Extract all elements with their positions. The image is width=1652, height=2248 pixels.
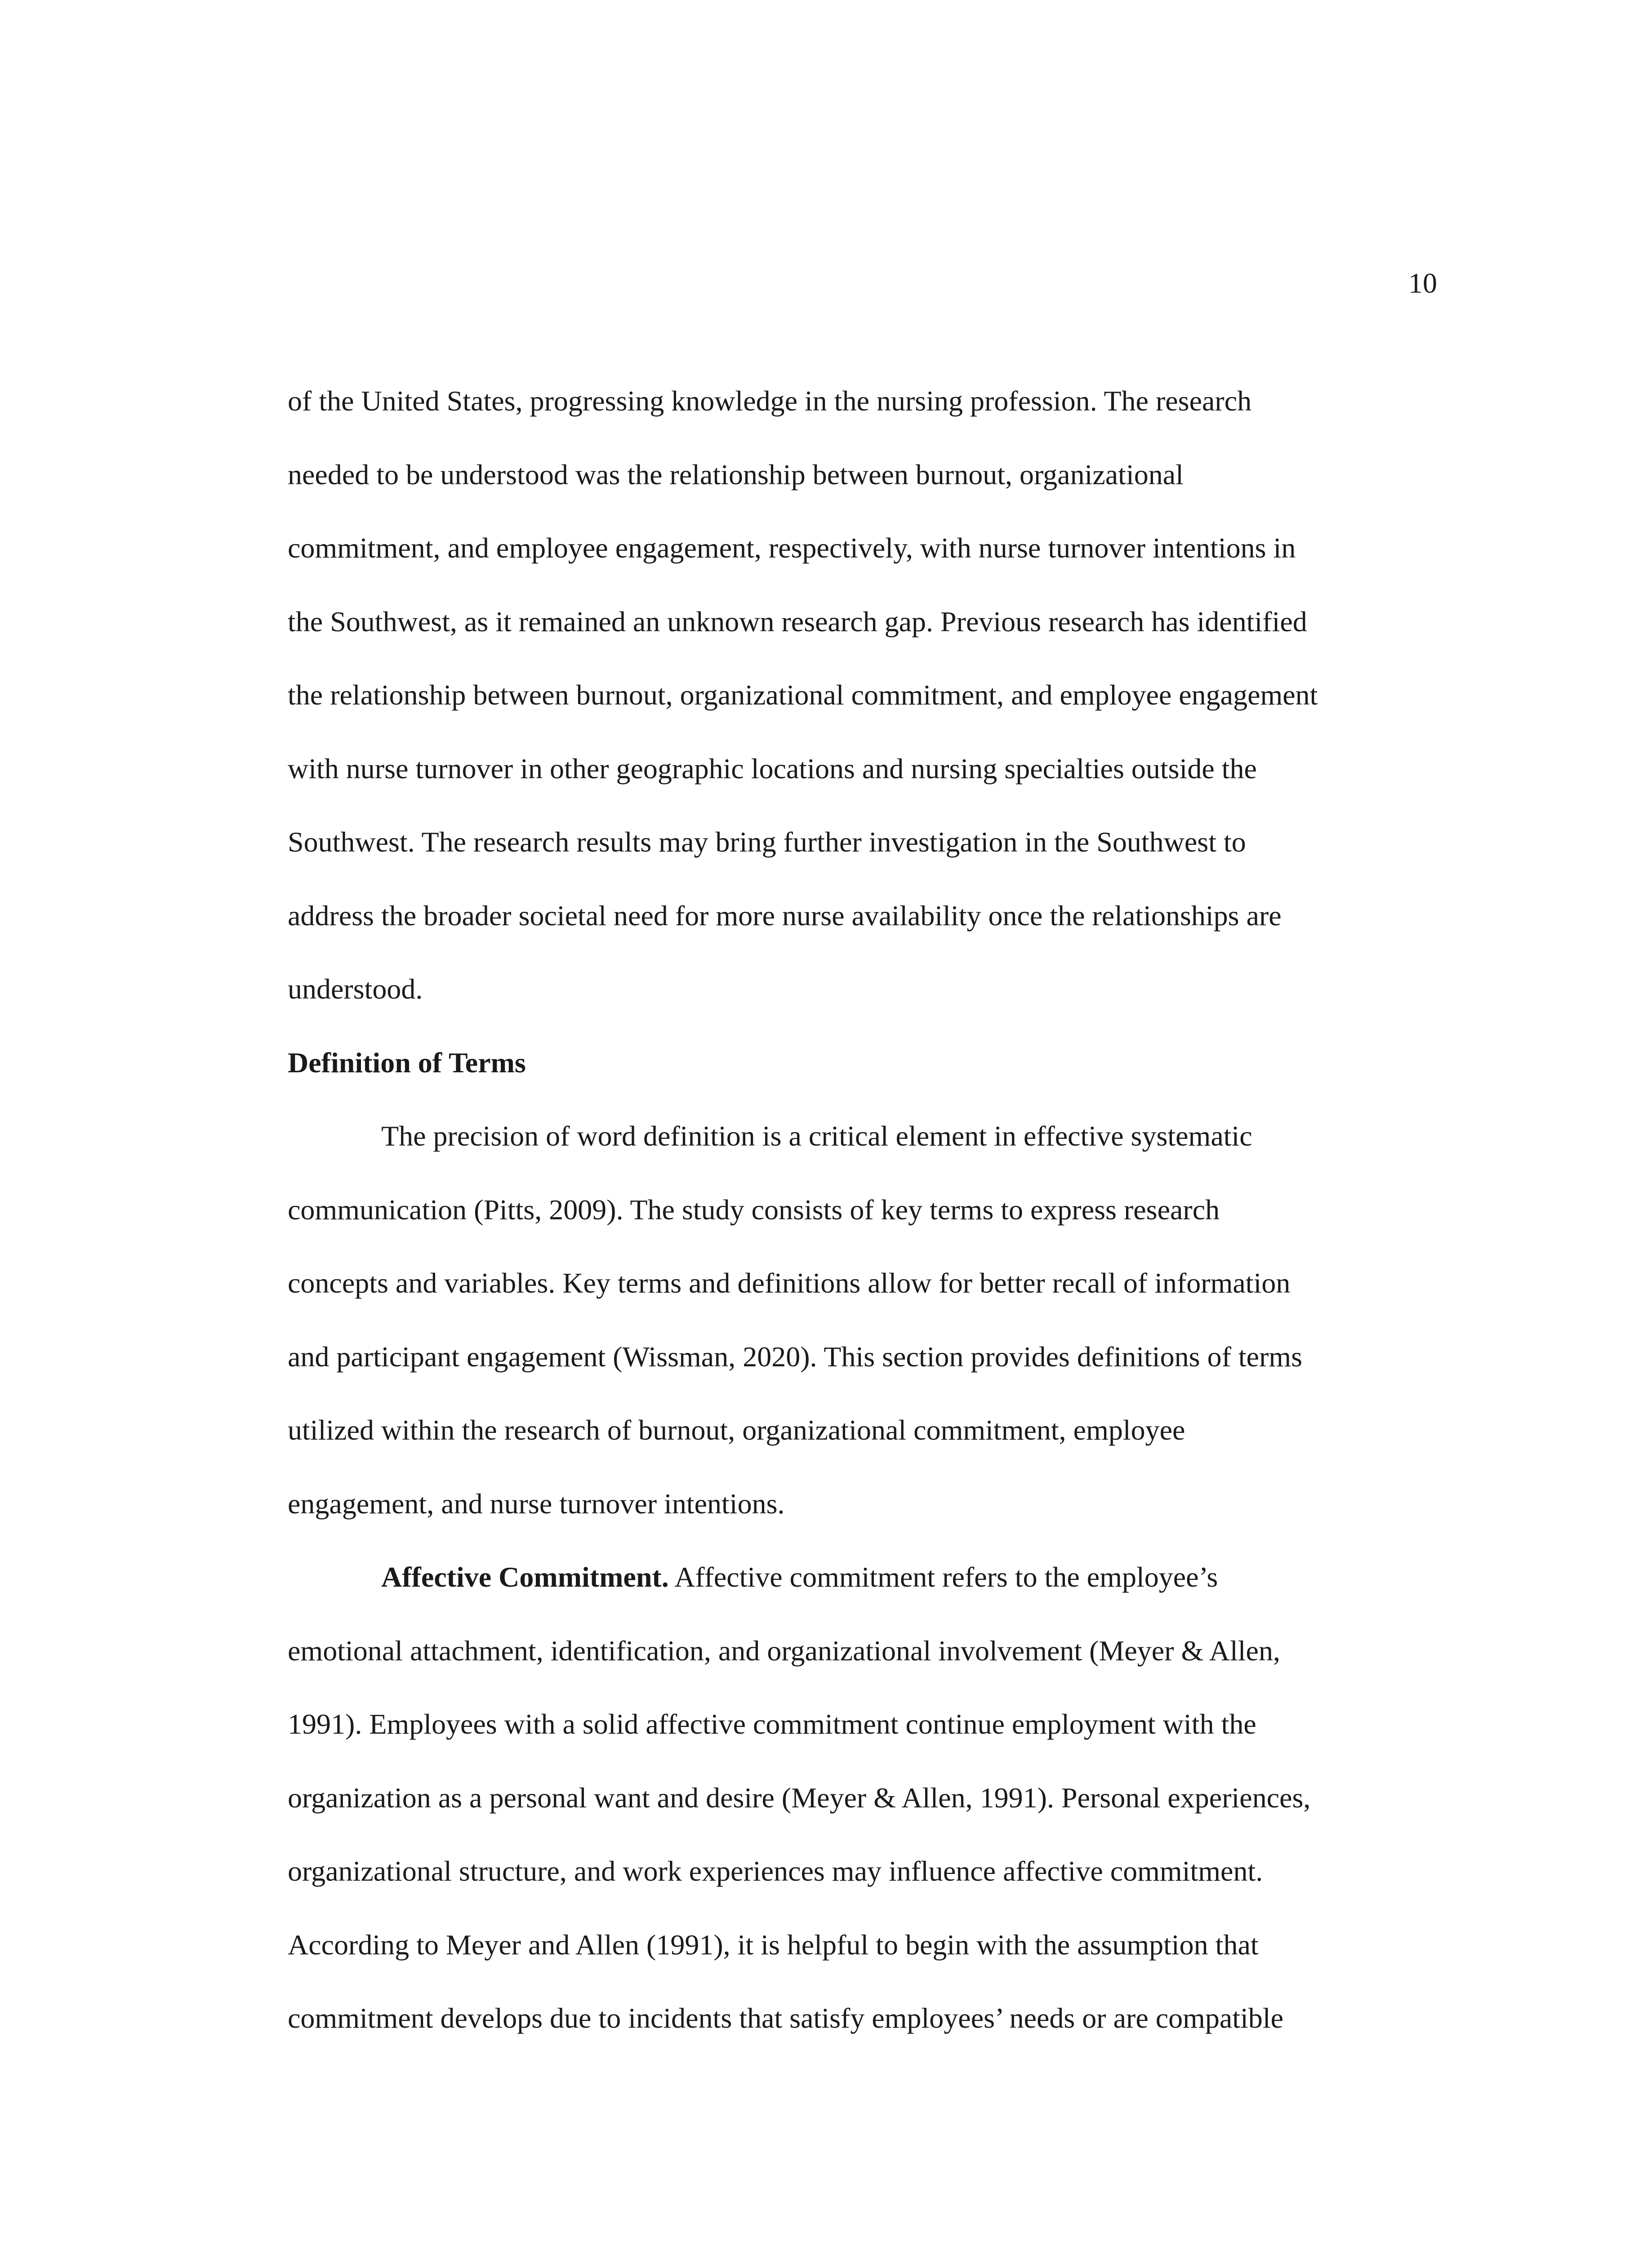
text-line: communication (Pitts, 2009). The study consists of key terms to express research — [288, 1193, 1220, 1226]
text-line: the relationship between burnout, organizational commitment, and employee engagement — [288, 679, 1318, 711]
text-line: the Southwest, as it remained an unknown research gap. Previous research has identified — [288, 605, 1307, 638]
text-line: Southwest. The research results may bring further investigation in the Southwest to — [288, 826, 1246, 858]
text-line: organizational structure, and work experiences may influence affective commitment. — [288, 1855, 1263, 1887]
page-number: 10 — [1408, 267, 1437, 299]
paragraph-intro — [288, 364, 1438, 1026]
text-line — [288, 1540, 1438, 1614]
definition-text: Affective commitment refers to the employee’s — [668, 1561, 1218, 1593]
body-text — [288, 364, 1438, 2055]
text-line: concepts and variables. Key terms and definitions allow for better recall of information — [288, 1267, 1291, 1299]
text-line: of the United States, progressing knowledge in the nursing profession. The research — [288, 385, 1252, 417]
section-heading: Definition of Terms — [288, 1046, 526, 1079]
text-line: understood. — [288, 973, 423, 1005]
text-line: According to Meyer and Allen (1991), it is helpful to begin with the assumption that — [288, 1928, 1259, 1961]
text-line: engagement, and nurse turnover intentions. — [288, 1487, 785, 1520]
term-affective-commitment: Affective Commitment. — [381, 1561, 669, 1593]
text-line: address the broader societal need for more nurse availability once the relationships are — [288, 899, 1282, 932]
paragraph-definitions — [288, 1099, 1438, 1540]
text-line: commitment, and employee engagement, respectively, with nurse turnover intentions in — [288, 532, 1296, 564]
text-line: The precision of word definition is a critical element in effective systematic — [381, 1120, 1252, 1152]
paragraph-affective-commitment — [288, 1540, 1438, 2055]
text-line: needed to be understood was the relationship between burnout, organizational — [288, 458, 1184, 491]
text-line: utilized within the research of burnout, organizational commitment, employee — [288, 1414, 1185, 1446]
text-line: emotional attachment, identification, and organizational involvement (Meyer & Allen, — [288, 1634, 1280, 1667]
text-line: organization as a personal want and desire (Meyer & Allen, 1991). Personal experiences, — [288, 1781, 1311, 1814]
text-line: commitment develops due to incidents that satisfy employees’ needs or are compatible — [288, 2002, 1284, 2034]
text-line: and participant engagement (Wissman, 2020). This section provides definitions of terms — [288, 1340, 1303, 1373]
text-line: with nurse turnover in other geographic locations and nursing specialties outside the — [288, 752, 1257, 785]
text-line: 1991). Employees with a solid affective commitment continue employment with the — [288, 1708, 1256, 1740]
